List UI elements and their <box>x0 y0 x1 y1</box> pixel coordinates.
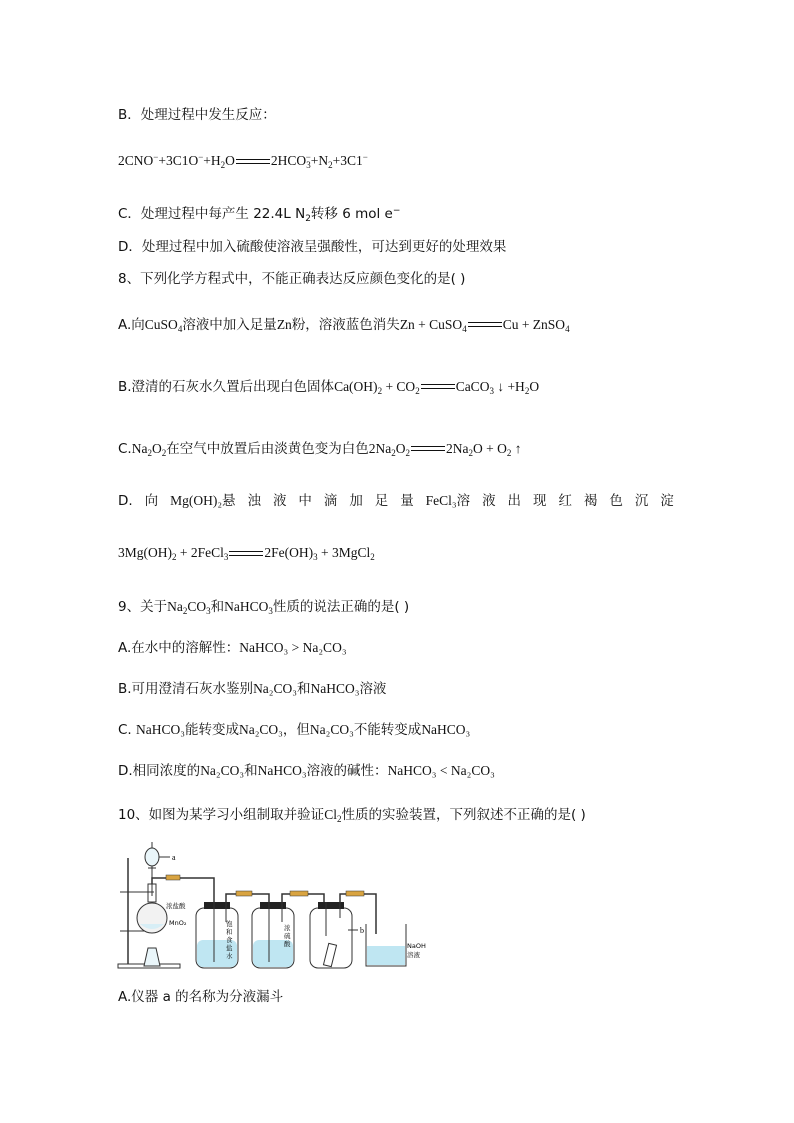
round-bottom-flask <box>137 884 187 933</box>
question-10-stem: 10、如图为某学习小组制取并验证$Cl_2$性质的实验装置，下列叙述不正确的是( ) <box>118 807 586 824</box>
q9-option-b: B.可用澄清石灰水鉴别Na₂CO₃和NaHCO₃溶液 <box>118 681 387 697</box>
double-line-equals <box>236 157 270 167</box>
svg-text:a: a <box>172 853 176 862</box>
beaker-naoh <box>366 924 426 966</box>
q8-option-c: $C.Na_2O_2$在空气中放置后由淡黄色变为白色$2Na_2O_2$ $2Na_2O + O_2$ ↑ <box>118 441 522 458</box>
q10-option-a: A.仪器 a 的名称为分液漏斗 <box>118 989 284 1005</box>
q9-option-a: A.在水中的溶解性：NaHCO₃ > Na₂CO₃ <box>118 640 347 656</box>
chlorine-apparatus-figure <box>114 838 444 972</box>
q9-option-d: D.相同浓度的Na₂CO₃和NaHCO₃溶液的碱性：NaHCO₃ < Na₂CO₃ <box>118 763 495 779</box>
svg-text:浓盐酸: 浓盐酸 <box>166 902 186 910</box>
q8-option-d-equation: $3Mg(OH)_2$ + 2FeCl$_3$ $2Fe(OH)_3$ + 3MgCl$_2$ <box>118 545 375 562</box>
svg-text:NaOH: NaOH <box>407 942 426 950</box>
separatory-funnel <box>145 842 176 896</box>
bottle-saturated-salt-water <box>196 902 238 968</box>
svg-text:饱: 饱 <box>226 920 233 928</box>
double-line-equals <box>229 549 263 559</box>
svg-text:浓: 浓 <box>284 924 291 932</box>
svg-text:b: b <box>360 926 364 935</box>
question-8-stem: 8、下列化学方程式中，不能正确表达反应颜色变化的是( ) <box>118 271 466 287</box>
q8-option-b: B.澄清的石灰水久置后出现白色固体$Ca(OH)_2 + CO_2$ CaCO$_3$ ↓ $+H_2O$ <box>118 379 540 396</box>
double-line-equals <box>468 320 502 330</box>
svg-text:和: 和 <box>226 928 233 936</box>
svg-text:水: 水 <box>226 952 233 960</box>
svg-text:盐: 盐 <box>226 944 233 952</box>
svg-text:溶液: 溶液 <box>407 951 420 959</box>
q8-option-a: A.向CuSO$_4$溶液中加入足量Zn粉，溶液蓝色消失Zn + CuSO$_4$ Cu + ZnSO$_4$ <box>118 317 570 334</box>
bottle-concentrated-sulfuric-acid <box>252 902 294 968</box>
q8-option-d: D. 向 Mg(OH)₂悬 浊 液 中 滴 加 足 量 FeCl₃溶 液 出 现 红 褐 色 沉 淀 <box>118 493 674 509</box>
option-d: D．处理过程中加入硫酸使溶液呈强酸性，可达到更好的处理效果 <box>118 239 507 255</box>
option-c: C．处理过程中每产生 22.4L $N_2$转移 6 mol e− <box>118 206 401 224</box>
option-b-equation: $2CNO^-+3C1O^-+H_2O$ $2HCO_3^-+N_2+3C1^-$ <box>118 152 368 170</box>
q9-option-c: C. NaHCO₃能转变成Na₂CO₃，但Na₂CO₃不能转变成NaHCO₃ <box>118 722 471 738</box>
double-line-equals <box>411 444 445 454</box>
question-9-stem: 9、关于$Na_2CO_3$和NaHCO$_3$性质的说法正确的是( ) <box>118 599 410 616</box>
double-line-equals <box>421 382 455 392</box>
svg-text:硫: 硫 <box>284 932 291 940</box>
bottle-with-cloth-strip <box>310 902 364 968</box>
svg-text:MnO₂: MnO₂ <box>169 919 187 927</box>
svg-text:食: 食 <box>226 936 233 944</box>
option-b-label: B．处理过程中发生反应： <box>118 107 276 123</box>
svg-text:酸: 酸 <box>284 940 291 948</box>
